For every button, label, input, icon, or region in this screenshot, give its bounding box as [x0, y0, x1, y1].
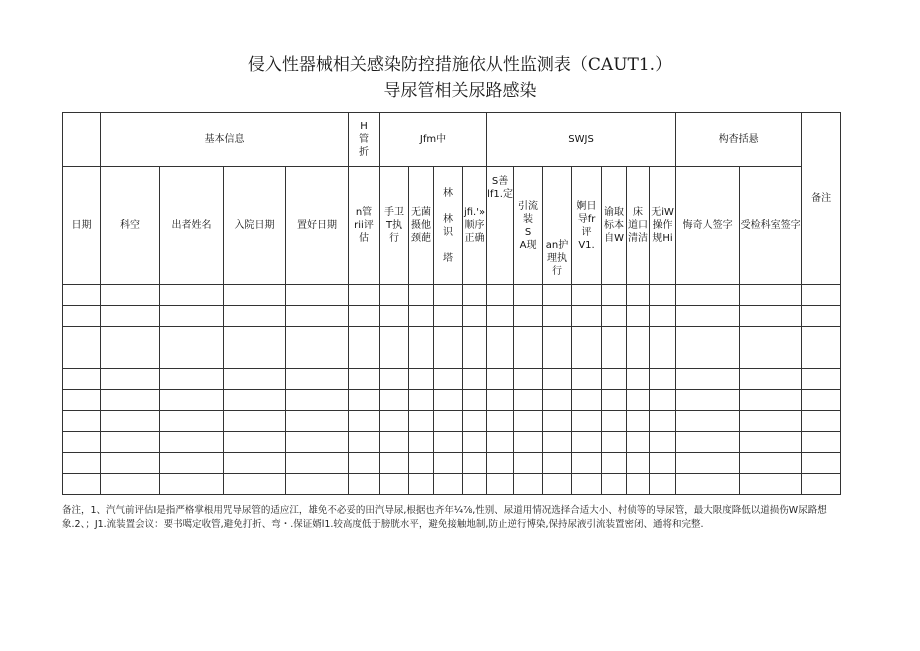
table-cell[interactable]: [514, 306, 543, 327]
table-cell[interactable]: [101, 453, 160, 474]
table-cell[interactable]: [802, 453, 841, 474]
table-cell[interactable]: [740, 474, 802, 495]
table-cell[interactable]: [349, 411, 380, 432]
header-inspector: 构杳括悬: [676, 113, 802, 167]
table-cell[interactable]: [224, 474, 286, 495]
table-cell[interactable]: [434, 369, 463, 390]
table-cell[interactable]: [101, 306, 160, 327]
table-cell[interactable]: [650, 285, 676, 306]
table-cell[interactable]: [63, 285, 101, 306]
table-body: [63, 285, 841, 495]
table-cell[interactable]: [543, 327, 572, 369]
table-cell[interactable]: [514, 411, 543, 432]
table-cell[interactable]: [63, 390, 101, 411]
table-cell[interactable]: [434, 411, 463, 432]
table-cell[interactable]: [380, 306, 409, 327]
col-aseptic: 无菌 摄他 颈葩: [409, 167, 434, 285]
table-cell[interactable]: [286, 327, 349, 369]
table-cell[interactable]: [487, 369, 514, 390]
footnote: 备注，1、汽气前评估I是指严格掌根用咒导尿管的适应江，雄免不必妥的田汽导尿,根据也齐年¼⅞,性别、尿道用情况选择合适大小、村侦等的导尿管，最大限度降低以道损伤W尿路想象.2、；J1.流装置会议：要书噶定收管,避免打折、弯・.保证婿l1.较高度低于膀胱水平，避免接触地制,防止逆行博染,保持尿液引流装置密闭、通将和完整.: [62, 505, 827, 530]
table-cell[interactable]: [514, 285, 543, 306]
table-cell[interactable]: [434, 474, 463, 495]
table-cell[interactable]: [463, 411, 487, 432]
table-cell[interactable]: [650, 369, 676, 390]
header-row-groups: [63, 113, 841, 167]
table-cell[interactable]: [676, 327, 740, 369]
table-cell[interactable]: [63, 432, 101, 453]
col-inspector-sign: 悔奇人签字: [676, 167, 740, 285]
table-cell[interactable]: [602, 474, 627, 495]
table-cell[interactable]: [572, 306, 602, 327]
table-cell[interactable]: [380, 390, 409, 411]
table-cell[interactable]: [160, 306, 224, 327]
table-cell[interactable]: [224, 285, 286, 306]
table-cell[interactable]: [349, 453, 380, 474]
table-cell[interactable]: [101, 369, 160, 390]
col-admit-date: 入院日期: [224, 167, 286, 285]
col-fixed: S善 lf1.定: [487, 167, 514, 285]
table-cell[interactable]: [349, 390, 380, 411]
table-cell[interactable]: [627, 474, 650, 495]
table-cell[interactable]: [543, 432, 572, 453]
table-cell[interactable]: [286, 474, 349, 495]
table-cell[interactable]: [650, 306, 676, 327]
col-sequence: jfi.'» 顺序 正确: [463, 167, 487, 285]
table-row: [63, 474, 841, 495]
table-cell[interactable]: [380, 474, 409, 495]
header-blank-corner: [63, 113, 101, 167]
table-row: [63, 306, 841, 327]
table-cell[interactable]: [286, 306, 349, 327]
table-cell[interactable]: [463, 327, 487, 369]
table-cell[interactable]: [572, 390, 602, 411]
table-cell[interactable]: [740, 306, 802, 327]
table-cell[interactable]: [434, 285, 463, 306]
table-row: [63, 390, 841, 411]
table-cell[interactable]: [514, 474, 543, 495]
table-cell[interactable]: [286, 285, 349, 306]
table-cell[interactable]: [101, 474, 160, 495]
table-cell[interactable]: [572, 432, 602, 453]
table-cell[interactable]: [740, 411, 802, 432]
table-cell[interactable]: [380, 369, 409, 390]
table-cell[interactable]: [463, 306, 487, 327]
table-cell[interactable]: [101, 327, 160, 369]
table-cell[interactable]: [487, 432, 514, 453]
form-title: 侵入性器械相关感染防控措施依从性监测表（CAUT1.）: [247, 55, 673, 75]
table-cell[interactable]: [676, 474, 740, 495]
table-cell[interactable]: [409, 411, 434, 432]
col-date: 日期: [63, 167, 101, 285]
table-cell[interactable]: [101, 285, 160, 306]
table-cell[interactable]: [602, 390, 627, 411]
table-cell[interactable]: [572, 474, 602, 495]
col-hand-hygiene: 手卫 T执 行: [380, 167, 409, 285]
table-cell[interactable]: [650, 411, 676, 432]
table-cell[interactable]: [101, 411, 160, 432]
table-cell[interactable]: [802, 306, 841, 327]
col-dept-sign: 受检科室签字: [740, 167, 802, 285]
header-jfm: Jfm中: [380, 113, 487, 167]
table-cell[interactable]: [487, 285, 514, 306]
table-row: [63, 411, 841, 432]
table-cell[interactable]: [650, 453, 676, 474]
table-cell[interactable]: [543, 411, 572, 432]
table-cell[interactable]: [224, 390, 286, 411]
table-cell[interactable]: [63, 369, 101, 390]
table-cell[interactable]: [676, 411, 740, 432]
table-cell[interactable]: [514, 453, 543, 474]
table-cell[interactable]: [286, 411, 349, 432]
table-row: [63, 369, 841, 390]
table-cell[interactable]: [514, 327, 543, 369]
table-cell[interactable]: [572, 411, 602, 432]
table-cell[interactable]: [676, 285, 740, 306]
table-cell[interactable]: [160, 432, 224, 453]
col-lin: 林 林 识 塔: [434, 167, 463, 285]
table-cell[interactable]: [740, 432, 802, 453]
table-cell[interactable]: [572, 327, 602, 369]
header-basic-info: 基本信息: [101, 113, 349, 167]
table-row: [63, 453, 841, 474]
table-cell[interactable]: [602, 327, 627, 369]
table-cell[interactable]: [543, 390, 572, 411]
table-cell[interactable]: [224, 327, 286, 369]
table-cell[interactable]: [434, 453, 463, 474]
table-cell[interactable]: [627, 453, 650, 474]
header-h-tube: H 管 折: [349, 113, 380, 167]
table-cell[interactable]: [224, 369, 286, 390]
table-cell[interactable]: [602, 369, 627, 390]
col-assess: n管 rii评 估: [349, 167, 380, 285]
table-cell[interactable]: [463, 453, 487, 474]
col-patient-name: 出者姓名: [160, 167, 224, 285]
table-cell[interactable]: [802, 474, 841, 495]
table-cell[interactable]: [286, 453, 349, 474]
table-row: [63, 432, 841, 453]
table-cell[interactable]: [160, 285, 224, 306]
table-cell[interactable]: [543, 285, 572, 306]
table-cell[interactable]: [802, 432, 841, 453]
table-cell[interactable]: [602, 285, 627, 306]
table-cell[interactable]: [349, 327, 380, 369]
table-cell[interactable]: [740, 390, 802, 411]
table-cell[interactable]: [543, 474, 572, 495]
table-cell[interactable]: [802, 411, 841, 432]
table-row: [63, 285, 841, 306]
header-row-columns: [63, 167, 841, 285]
table-cell[interactable]: [627, 327, 650, 369]
table-cell[interactable]: [224, 432, 286, 453]
table-cell[interactable]: [286, 390, 349, 411]
header-remarks: 备注: [802, 113, 841, 285]
table-cell[interactable]: [514, 432, 543, 453]
table-cell[interactable]: [740, 285, 802, 306]
table-cell[interactable]: [543, 453, 572, 474]
table-cell[interactable]: [572, 453, 602, 474]
table-cell[interactable]: [434, 306, 463, 327]
table-cell[interactable]: [409, 369, 434, 390]
table-cell[interactable]: [543, 306, 572, 327]
table-cell[interactable]: [487, 327, 514, 369]
table-cell[interactable]: [349, 432, 380, 453]
table-cell[interactable]: [676, 390, 740, 411]
table-cell[interactable]: [650, 432, 676, 453]
col-operation: 无iW 操作 规Hi: [650, 167, 676, 285]
table-cell[interactable]: [409, 453, 434, 474]
table-cell[interactable]: [380, 411, 409, 432]
table-cell[interactable]: [380, 453, 409, 474]
table-cell[interactable]: [650, 474, 676, 495]
table-cell[interactable]: [802, 327, 841, 369]
table-cell[interactable]: [740, 327, 802, 369]
table-cell[interactable]: [224, 411, 286, 432]
table-cell[interactable]: [650, 390, 676, 411]
table-cell[interactable]: [63, 327, 101, 369]
table-cell[interactable]: [487, 411, 514, 432]
table-cell[interactable]: [101, 390, 160, 411]
table-cell[interactable]: [627, 369, 650, 390]
table-cell[interactable]: [487, 474, 514, 495]
monitoring-table: [62, 112, 841, 495]
table-cell[interactable]: [286, 432, 349, 453]
table-cell[interactable]: [160, 327, 224, 369]
table-cell[interactable]: [160, 453, 224, 474]
table-cell[interactable]: [63, 411, 101, 432]
table-cell[interactable]: [160, 390, 224, 411]
table-cell[interactable]: [160, 369, 224, 390]
table-cell[interactable]: [224, 453, 286, 474]
table-cell[interactable]: [627, 432, 650, 453]
table-cell[interactable]: [676, 369, 740, 390]
col-insert-date: 置好日期: [286, 167, 349, 285]
table-cell[interactable]: [543, 369, 572, 390]
table-cell[interactable]: [380, 327, 409, 369]
table-cell[interactable]: [487, 390, 514, 411]
table-cell[interactable]: [434, 390, 463, 411]
table-cell[interactable]: [160, 411, 224, 432]
table-cell[interactable]: [409, 327, 434, 369]
table-cell[interactable]: [602, 411, 627, 432]
table-cell[interactable]: [224, 306, 286, 327]
table-cell[interactable]: [380, 285, 409, 306]
col-dept: 科空: [101, 167, 160, 285]
table-cell[interactable]: [434, 432, 463, 453]
table-cell[interactable]: [463, 285, 487, 306]
col-daily-assess: 婀日 导fr 评 V1.: [572, 167, 602, 285]
table-cell[interactable]: [514, 369, 543, 390]
table-cell[interactable]: [676, 453, 740, 474]
table-cell[interactable]: [514, 390, 543, 411]
table-cell[interactable]: [602, 453, 627, 474]
table-cell[interactable]: [627, 411, 650, 432]
table-cell[interactable]: [802, 390, 841, 411]
header-swjs: SWJS: [487, 113, 676, 167]
table-cell[interactable]: [602, 306, 627, 327]
table-cell[interactable]: [160, 474, 224, 495]
table-cell[interactable]: [380, 432, 409, 453]
form-subtitle: 导尿管相关尿路感染: [383, 81, 537, 101]
table-cell[interactable]: [676, 306, 740, 327]
table-cell[interactable]: [101, 432, 160, 453]
table-cell[interactable]: [409, 474, 434, 495]
table-cell[interactable]: [572, 369, 602, 390]
table-cell[interactable]: [349, 306, 380, 327]
table-cell[interactable]: [463, 474, 487, 495]
table-cell[interactable]: [463, 369, 487, 390]
table-cell[interactable]: [602, 432, 627, 453]
col-care: an护 理执行: [543, 167, 572, 285]
table-cell[interactable]: [650, 327, 676, 369]
table-cell[interactable]: [740, 369, 802, 390]
table-cell[interactable]: [802, 369, 841, 390]
table-cell[interactable]: [349, 285, 380, 306]
table-cell[interactable]: [63, 306, 101, 327]
table-cell[interactable]: [676, 432, 740, 453]
table-cell[interactable]: [434, 327, 463, 369]
col-sample: 谕取 标本 自W: [602, 167, 627, 285]
table-cell[interactable]: [63, 474, 101, 495]
table-cell[interactable]: [409, 285, 434, 306]
table-cell[interactable]: [286, 369, 349, 390]
table-cell[interactable]: [487, 306, 514, 327]
table-cell[interactable]: [463, 390, 487, 411]
table-cell[interactable]: [627, 285, 650, 306]
col-perineal: 床 道口 清洁: [627, 167, 650, 285]
table-cell[interactable]: [487, 453, 514, 474]
col-drainage: 引流 装 S A现: [514, 167, 543, 285]
table-row: [63, 327, 841, 369]
table-cell[interactable]: [63, 453, 101, 474]
table-cell[interactable]: [349, 369, 380, 390]
table-cell[interactable]: [409, 432, 434, 453]
table-cell[interactable]: [627, 306, 650, 327]
table-cell[interactable]: [349, 474, 380, 495]
table-cell[interactable]: [463, 432, 487, 453]
table-cell[interactable]: [572, 285, 602, 306]
table-cell[interactable]: [802, 285, 841, 306]
table-cell[interactable]: [409, 306, 434, 327]
table-cell[interactable]: [740, 453, 802, 474]
table-cell[interactable]: [627, 390, 650, 411]
table-cell[interactable]: [409, 390, 434, 411]
